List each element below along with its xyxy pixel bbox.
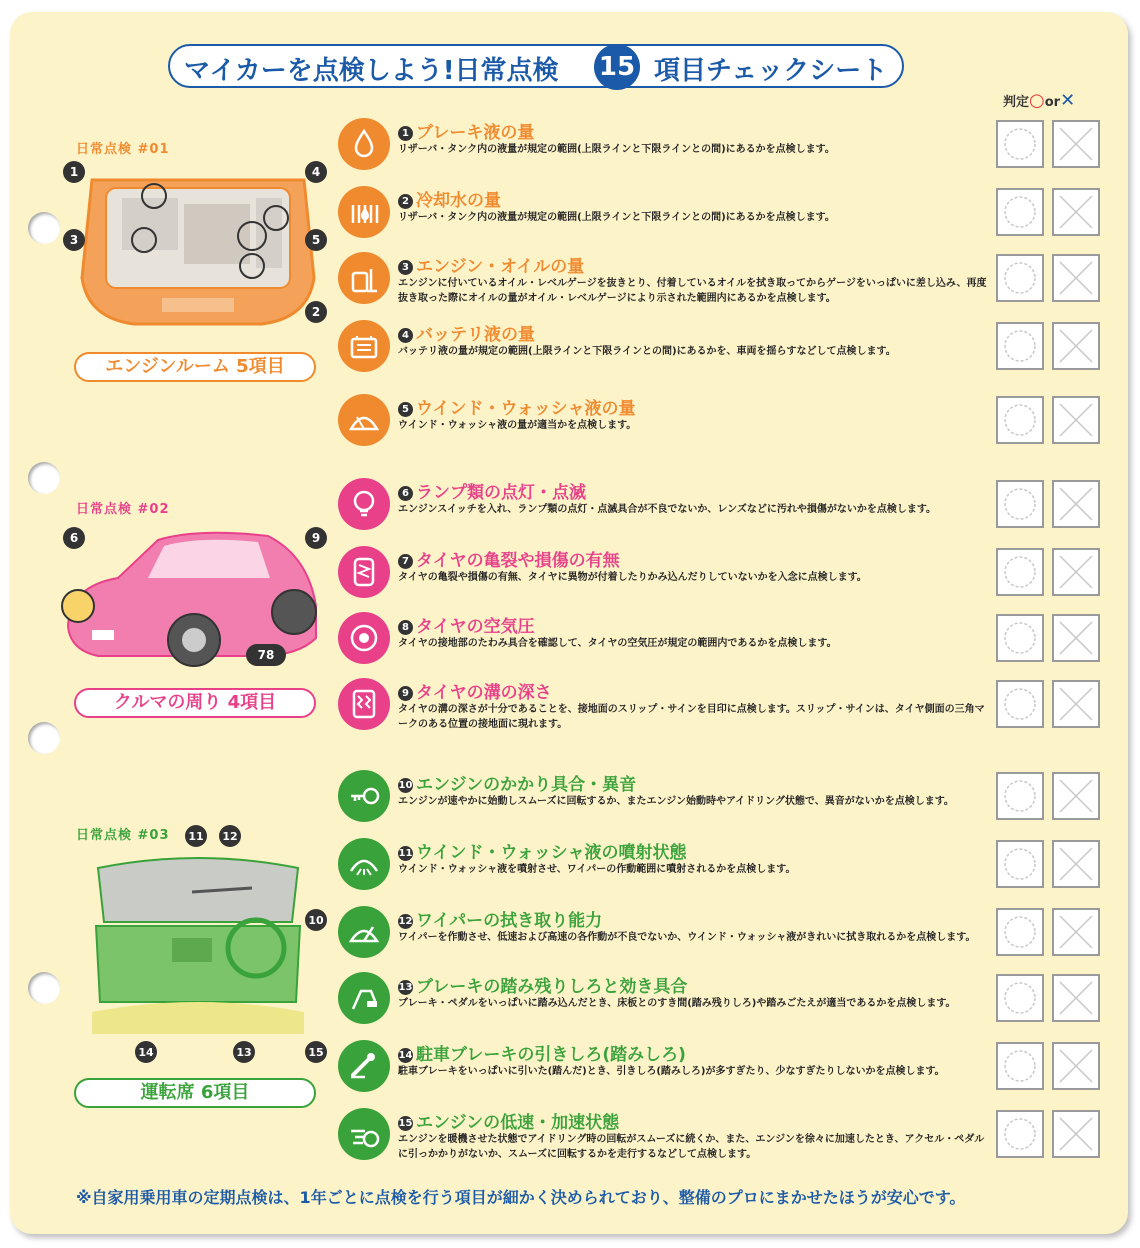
pass-checkbox[interactable] bbox=[996, 614, 1044, 662]
check-item-title bbox=[398, 1040, 686, 1065]
item-title-text: エンジン・オイルの量 bbox=[416, 257, 585, 277]
check-item-description: タイヤの亀裂や損傷の有無、タイヤに異物が付着したりかみ込んだりしていないかを入念に点検します。 bbox=[398, 572, 867, 583]
section-label-car: 日常点検 #02 bbox=[76, 502, 170, 517]
fail-checkbox[interactable] bbox=[1052, 1042, 1100, 1090]
fail-checkbox[interactable] bbox=[1052, 254, 1100, 302]
check-item-description: ウインド・ウォッシャ液の量が適当かを点検します。 bbox=[398, 420, 637, 431]
check-item bbox=[338, 906, 1108, 966]
check-item bbox=[338, 1040, 1108, 1100]
ignition-key-icon bbox=[338, 770, 390, 822]
svg-text:2: 2 bbox=[311, 305, 321, 319]
svg-text:1: 1 bbox=[69, 165, 79, 179]
pass-checkbox[interactable] bbox=[996, 396, 1044, 444]
check-item bbox=[338, 394, 1108, 454]
cross-mark-icon: ✕ bbox=[1060, 90, 1076, 111]
check-item-title bbox=[398, 770, 636, 795]
engine-oil-icon bbox=[338, 252, 390, 304]
item-number-badge: 4 bbox=[398, 328, 413, 343]
pass-checkbox[interactable] bbox=[996, 120, 1044, 168]
item-number-badge: 9 bbox=[398, 686, 413, 701]
check-item bbox=[338, 972, 1108, 1032]
washer-fluid-icon bbox=[338, 394, 390, 446]
pass-checkbox[interactable] bbox=[996, 548, 1044, 596]
check-item bbox=[338, 252, 1108, 312]
svg-text:14: 14 bbox=[138, 1046, 154, 1059]
lamp-icon bbox=[338, 478, 390, 530]
check-item bbox=[338, 546, 1108, 606]
check-item-title bbox=[398, 118, 534, 143]
check-item-description: タイヤの接地部のたわみ具合を確認して、タイヤの空気圧が規定の範囲内であるかを点検します。 bbox=[398, 638, 837, 649]
item-number-badge: 6 bbox=[398, 486, 413, 501]
washer-spray-icon bbox=[338, 838, 390, 890]
title-number-badge: 15 bbox=[594, 44, 640, 90]
battery-icon bbox=[338, 320, 390, 372]
svg-text:13: 13 bbox=[236, 1046, 252, 1059]
tire-pressure-icon bbox=[338, 612, 390, 664]
tire-crack-icon bbox=[338, 546, 390, 598]
item-title-text: ウインド・ウォッシャ液の噴射状態 bbox=[416, 843, 687, 863]
item-number-badge: 11 bbox=[398, 848, 413, 859]
coolant-icon bbox=[338, 186, 390, 238]
item-title-text: ウインド・ウォッシャ液の量 bbox=[416, 399, 636, 419]
check-item-title bbox=[398, 612, 535, 637]
acceleration-icon bbox=[338, 1108, 390, 1160]
check-item bbox=[338, 186, 1108, 246]
footer-note: ※自家用乗用車の定期点検は、1年ごとに点検を行う項目が細かく決められており、整備のプロにまかせたほうが安心です。 bbox=[76, 1188, 966, 1207]
fail-checkbox[interactable] bbox=[1052, 974, 1100, 1022]
item-title-text: タイヤの溝の深さ bbox=[416, 683, 552, 703]
fail-checkbox[interactable] bbox=[1052, 680, 1100, 728]
item-number-badge: 2 bbox=[398, 194, 413, 209]
fail-checkbox[interactable] bbox=[1052, 480, 1100, 528]
item-number-badge: 3 bbox=[398, 260, 413, 275]
pass-checkbox[interactable] bbox=[996, 480, 1044, 528]
svg-text:6: 6 bbox=[69, 531, 79, 545]
section-pill-engine: エンジンルーム 5項目 bbox=[74, 352, 316, 382]
check-item-description: リザーバ・タンク内の液量が規定の範囲(上限ラインと下限ラインとの間)にあるかを点検します。 bbox=[398, 212, 835, 223]
judge-legend bbox=[1003, 90, 1075, 111]
pass-checkbox[interactable] bbox=[996, 840, 1044, 888]
circle-mark-icon: ○ bbox=[1029, 90, 1045, 111]
brake-pedal-icon bbox=[338, 972, 390, 1024]
check-item bbox=[338, 612, 1108, 672]
check-item-description: エンジンを暖機させた状態でアイドリング時の回転がスムーズに続くか、また、エンジンを徐々に加速したとき、アクセル・ペダルに引っかかりがないか、スムーズに回転するかを走行するなどして点検します。 bbox=[398, 1134, 985, 1160]
fail-checkbox[interactable] bbox=[1052, 396, 1100, 444]
item-title-text: ランプ類の点灯・点滅 bbox=[416, 483, 586, 503]
binder-hole bbox=[28, 722, 60, 754]
pass-checkbox[interactable] bbox=[996, 1110, 1044, 1158]
check-item bbox=[338, 770, 1108, 830]
svg-text:5: 5 bbox=[311, 233, 321, 247]
check-item-description: ブレーキ・ペダルをいっぱいに踏み込んだとき、床板とのすき間(踏み残りしろ)や踏みごたえが適当であるかを点検します。 bbox=[398, 998, 956, 1009]
check-item-title bbox=[398, 1108, 619, 1133]
fail-checkbox[interactable] bbox=[1052, 322, 1100, 370]
title-text-before: マイカーを点検しよう!日常点検 bbox=[184, 56, 559, 86]
check-item-title bbox=[398, 320, 535, 345]
fail-checkbox[interactable] bbox=[1052, 188, 1100, 236]
check-item bbox=[338, 478, 1108, 538]
fail-checkbox[interactable] bbox=[1052, 1110, 1100, 1158]
svg-text:12: 12 bbox=[222, 830, 238, 843]
item-number-badge: 8 bbox=[398, 620, 413, 635]
item-title-text: ブレーキの踏み残りしろと効き具合 bbox=[416, 977, 688, 997]
svg-text:9: 9 bbox=[311, 531, 321, 545]
fail-checkbox[interactable] bbox=[1052, 120, 1100, 168]
check-item-title bbox=[398, 838, 686, 863]
check-item-title bbox=[398, 678, 552, 703]
section-pill-cockpit: 運転席 6項目 bbox=[74, 1078, 316, 1108]
check-item bbox=[338, 320, 1108, 380]
item-number-badge: 1 bbox=[398, 126, 413, 141]
svg-text:4: 4 bbox=[311, 165, 321, 179]
binder-hole bbox=[28, 212, 60, 244]
pass-checkbox[interactable] bbox=[996, 772, 1044, 820]
check-item-description: リザーバ・タンク内の液量が規定の範囲(上限ラインと下限ラインとの間)にあるかを点検します。 bbox=[398, 144, 835, 155]
check-item-title bbox=[398, 546, 620, 571]
check-item bbox=[338, 118, 1108, 178]
item-title-text: 駐車ブレーキの引きしろ(踏みしろ) bbox=[416, 1045, 686, 1065]
check-item-title bbox=[398, 906, 602, 931]
page-title bbox=[168, 44, 904, 88]
check-item-description: タイヤの溝の深さが十分であることを、接地面のスリップ・サインを目印に点検します。スリップ・サインは、タイヤ側面の三角マークのある位置の接地面に現れます。 bbox=[398, 704, 985, 730]
item-number-badge: 14 bbox=[398, 1050, 413, 1061]
judge-or: or bbox=[1044, 95, 1061, 110]
wiper-icon bbox=[338, 906, 390, 958]
check-item-title bbox=[398, 972, 687, 997]
svg-text:15: 15 bbox=[308, 1046, 324, 1059]
check-item-description: 駐車ブレーキをいっぱいに引いた(踏んだ)とき、引きしろ(踏みしろ)が多すぎたり、少なすぎたりしないかを点検します。 bbox=[398, 1066, 945, 1077]
check-item-title bbox=[398, 186, 501, 211]
fail-checkbox[interactable] bbox=[1052, 614, 1100, 662]
pass-checkbox[interactable] bbox=[996, 1042, 1044, 1090]
section-pill-car: クルマの周り 4項目 bbox=[74, 688, 316, 718]
check-item-description: エンジンが速やかに始動しスムーズに回転するか、またエンジン始動時やアイドリング状態で、異音がないかを点検します。 bbox=[398, 796, 954, 807]
pass-checkbox[interactable] bbox=[996, 974, 1044, 1022]
title-text-after: 項目チェックシート bbox=[654, 56, 888, 86]
section-label-engine: 日常点検 #01 bbox=[76, 142, 170, 157]
check-item bbox=[338, 1108, 1108, 1168]
tire-tread-icon bbox=[338, 678, 390, 730]
check-item bbox=[338, 678, 1108, 738]
car-markers bbox=[60, 526, 332, 666]
item-number-badge: 13 bbox=[398, 982, 413, 993]
check-item-description: ウインド・ウォッシャ液を噴射させ、ワイパーの作動範囲に噴射されるかを点検します。 bbox=[398, 864, 796, 875]
svg-text:78: 78 bbox=[257, 648, 275, 662]
check-item-description: エンジンに付いているオイル・レベルゲージを抜きとり、付着しているオイルを拭き取ってからゲージをいっぱいに差し込み、再度抜き取った際にオイルの量がオイル・レベルゲージにより示された範囲内にあるかを点検します。 bbox=[398, 278, 987, 304]
fail-checkbox[interactable] bbox=[1052, 840, 1100, 888]
item-title-text: タイヤの空気圧 bbox=[416, 617, 535, 637]
item-number-badge: 5 bbox=[398, 402, 413, 417]
pass-checkbox[interactable] bbox=[996, 322, 1044, 370]
check-item-description: ワイパーを作動させ、低速および高速の各作動が不良でないか、ウインド・ウォッシャ液がきれいに拭き取れるかを点検します。 bbox=[398, 932, 976, 943]
binder-hole bbox=[28, 462, 60, 494]
fail-checkbox[interactable] bbox=[1052, 908, 1100, 956]
svg-text:10: 10 bbox=[308, 914, 324, 927]
svg-text:11: 11 bbox=[188, 830, 204, 843]
check-item-title bbox=[398, 394, 635, 419]
item-number-badge: 7 bbox=[398, 554, 413, 569]
item-number-badge: 12 bbox=[398, 916, 413, 927]
check-item bbox=[338, 838, 1108, 898]
fail-checkbox[interactable] bbox=[1052, 772, 1100, 820]
item-title-text: タイヤの亀裂や損傷の有無 bbox=[416, 551, 620, 571]
pass-checkbox[interactable] bbox=[996, 680, 1044, 728]
pass-checkbox[interactable] bbox=[996, 908, 1044, 956]
item-number-badge: 10 bbox=[398, 780, 413, 791]
check-item-title bbox=[398, 252, 584, 277]
parking-brake-icon bbox=[338, 1040, 390, 1092]
engine-markers bbox=[62, 160, 342, 330]
item-title-text: バッテリ液の量 bbox=[416, 325, 535, 345]
item-title-text: 冷却水の量 bbox=[416, 191, 501, 211]
item-number-badge: 15 bbox=[398, 1118, 413, 1129]
pass-checkbox[interactable] bbox=[996, 188, 1044, 236]
brake-fluid-icon bbox=[338, 118, 390, 170]
judge-label: 判定 bbox=[1003, 95, 1030, 110]
item-title-text: エンジンの低速・加速状態 bbox=[416, 1113, 620, 1133]
pass-checkbox[interactable] bbox=[996, 254, 1044, 302]
item-title-text: ワイパーの拭き取り能力 bbox=[416, 911, 603, 931]
item-title-text: ブレーキ液の量 bbox=[416, 123, 535, 143]
section-label-cockpit: 日常点検 #03 bbox=[76, 828, 170, 843]
fail-checkbox[interactable] bbox=[1052, 548, 1100, 596]
check-item-title bbox=[398, 478, 586, 503]
svg-text:3: 3 bbox=[69, 233, 79, 247]
check-item-description: エンジンスイッチを入れ、ランプ類の点灯・点滅具合が不良でないか、レンズなどに汚れや損傷がないかを点検します。 bbox=[398, 504, 937, 515]
check-item-description: バッテリ液の量が規定の範囲(上限ラインと下限ラインとの間)にあるかを、車両を揺らすなどして点検します。 bbox=[398, 346, 896, 357]
item-title-text: エンジンのかかり具合・異音 bbox=[416, 775, 637, 795]
binder-hole bbox=[28, 972, 60, 1004]
cockpit-markers bbox=[132, 824, 332, 1066]
